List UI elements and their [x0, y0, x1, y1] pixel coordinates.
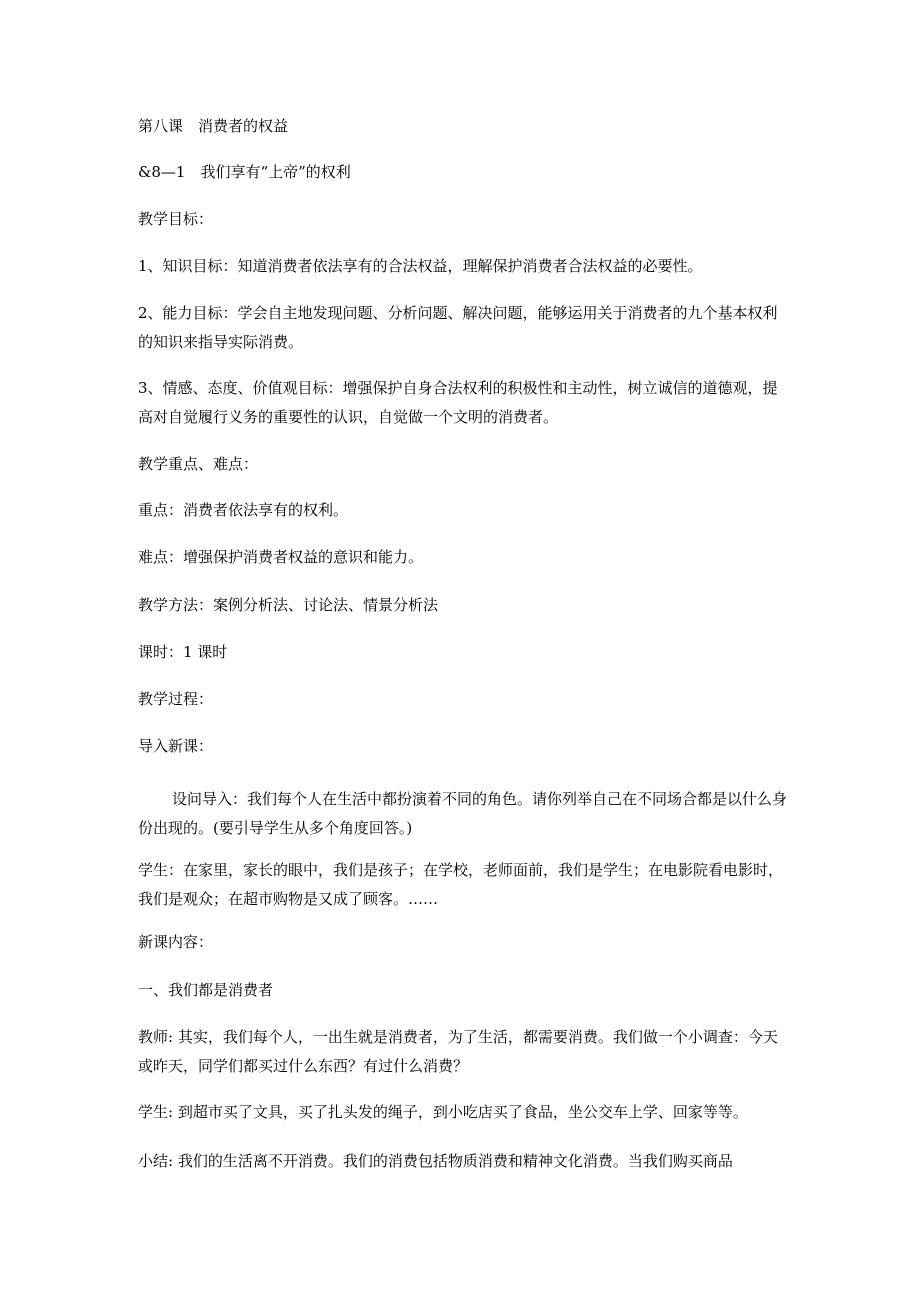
part-one-heading: 一、我们都是消费者: [138, 981, 274, 999]
summary-paragraph: 小结: 我们的生活离不开消费。我们的消费包括物质消费和精神文化消费。当我们购买商品: [138, 1152, 733, 1170]
class-hours: 课时：1 课时: [138, 643, 228, 661]
intro-heading: 导入新课：: [138, 737, 214, 755]
goals-heading: 教学目标：: [138, 210, 214, 228]
goal-knowledge: 1、知识目标：知道消费者依法享有的合法权益，理解保护消费者合法权益的必要性。: [138, 257, 703, 275]
key-point: 重点：消费者依法享有的权利。: [138, 501, 349, 519]
key-points-heading: 教学重点、难点：: [138, 455, 259, 473]
teaching-methods: 教学方法：案例分析法、讨论法、情景分析法: [138, 596, 439, 614]
difficult-point: 难点：增强保护消费者权益的意识和能力。: [138, 548, 424, 566]
process-heading: 教学过程：: [138, 690, 214, 708]
lesson-title: 第八课 消费者的权益: [138, 117, 289, 135]
teacher-paragraph: 教师: 其实，我们每个人，一出生就是消费者，为了生活，都需要消费。我们做一个小调查：今天或昨天，同学们都买过什么东西？有过什么消费？: [138, 1028, 778, 1075]
goal-attitude: 3、情感、态度、价值观目标：增强保护自身合法权利的积极性和主动性，树立诚信的道德观，提高对自觉履行义务的重要性的认识，自觉做一个文明的消费者。: [138, 379, 778, 426]
intro-question: 设问导入：我们每个人在生活中都扮演着不同的角色。请你列举自己在不同场合都是以什么身份出现的。(要引导学生从多个角度回答。): [138, 790, 788, 837]
section-heading: &8—1 我们享有“上帝”的权利: [138, 163, 351, 181]
new-content-heading: 新课内容：: [138, 933, 214, 951]
student-answer-purchases: 学生: 到超市买了文具，买了扎头发的绳子，到小吃店买了食品，坐公交车上学、回家等等。: [138, 1103, 748, 1121]
goal-ability: 2、能力目标：学会自主地发现问题、分析问题、解决问题，能够运用关于消费者的九个基本权利的知识来指导实际消费。: [138, 304, 778, 351]
student-answer-roles: 学生：在家里，家长的眼中，我们是孩子；在学校，老师面前，我们是学生；在电影院看电影时，我们是观众；在超市购物是又成了顾客。……: [138, 861, 784, 908]
